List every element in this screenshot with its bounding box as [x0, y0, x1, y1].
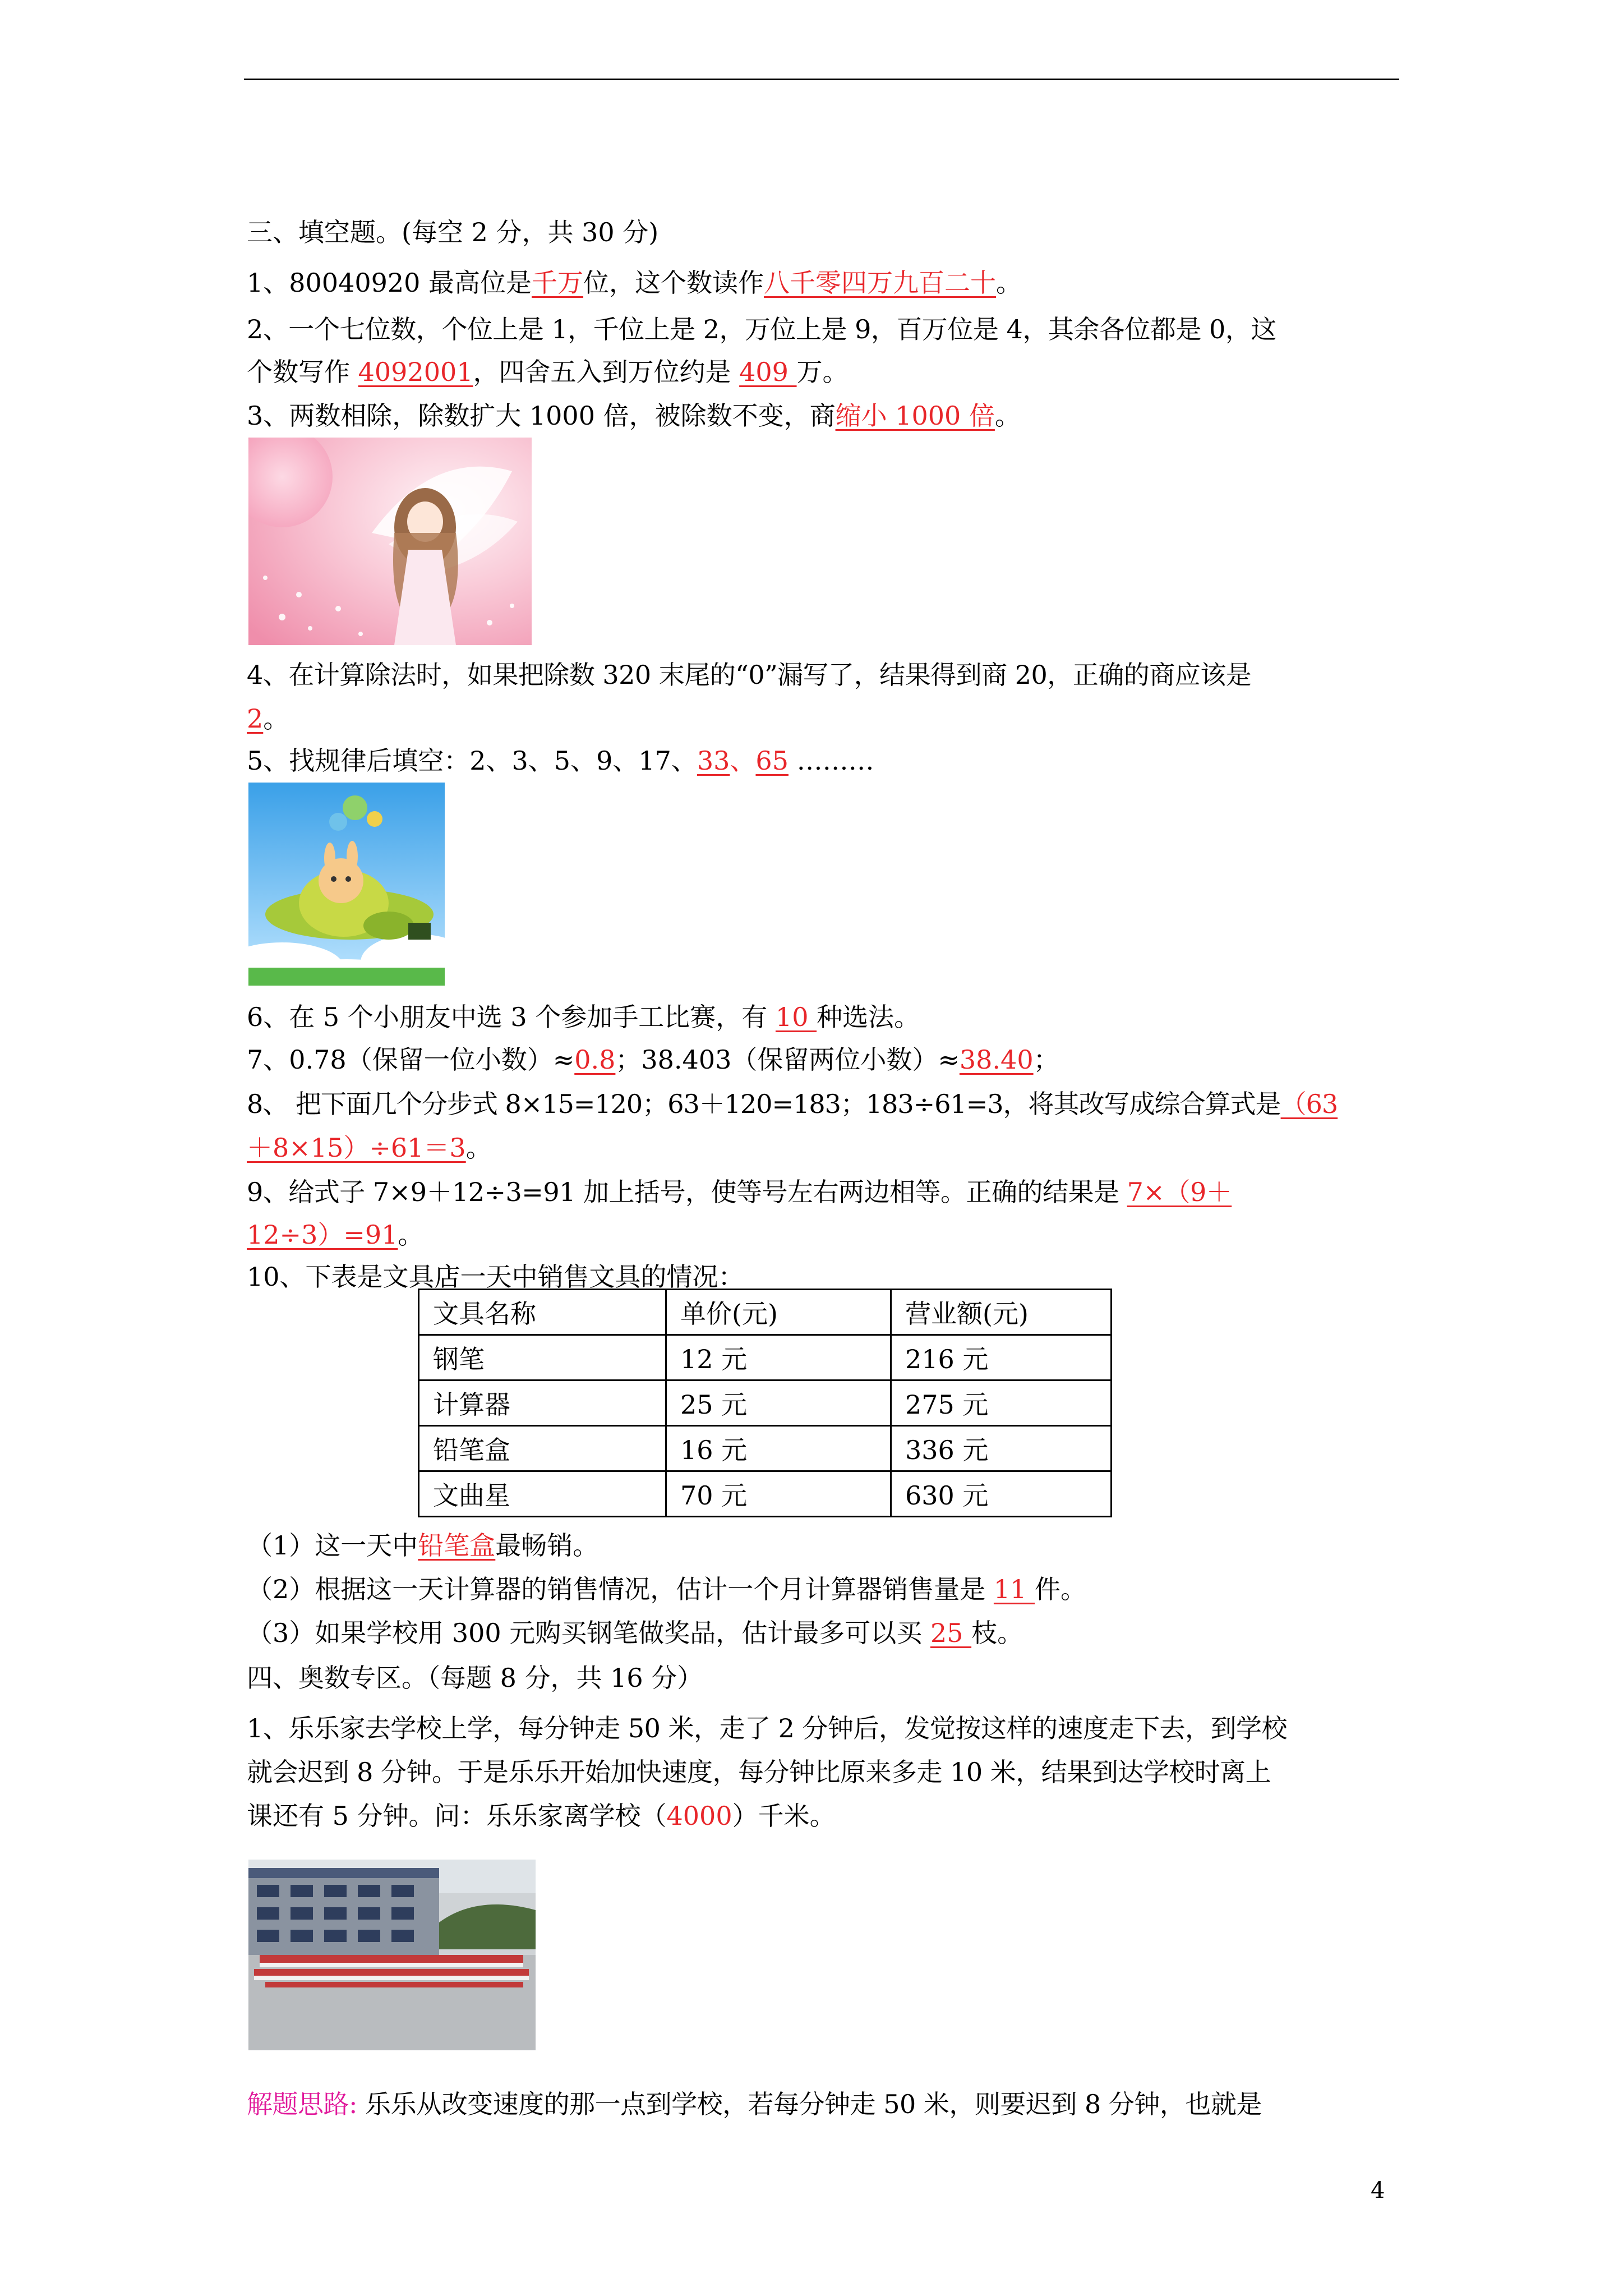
page-number: 4 — [1371, 2178, 1385, 2203]
answer-blank: 409 — [739, 357, 797, 387]
table-header-cell: 单价(元) — [666, 1290, 891, 1335]
table-cell: 16 元 — [666, 1426, 891, 1471]
table-cell: 336 元 — [891, 1426, 1112, 1471]
cartoon-airplane-illustration — [248, 783, 445, 986]
olympiad-question-1-line-2: 就会迟到 8 分钟。于是乐乐开始加快速度，每分钟比原来多走 10 米，结果到达学校时离上 — [247, 1757, 1271, 1787]
question-10-sub-3: （3）如果学校用 300 元购买钢笔做奖品，估计最多可以买 25 枝。 — [247, 1618, 1023, 1648]
question-6: 6、在 5 个小朋友中选 3 个参加手工比赛，有 10 种选法。 — [247, 1002, 920, 1032]
answer-blank: （63 — [1280, 1089, 1338, 1119]
olympiad-question-1-line-1: 1、乐乐家去学校上学，每分钟走 50 米，走了 2 分钟后，发觉按这样的速度走下去，到学校 — [247, 1713, 1288, 1743]
header-rule — [244, 79, 1399, 80]
question-10-sub-2: （2）根据这一天计算器的销售情况，估计一个月计算器销售量是 11 件。 — [247, 1574, 1087, 1604]
answer-blank: 4092001 — [358, 357, 473, 387]
answer-blank: 八千零四万九百二十 — [764, 268, 997, 298]
question-9-line-1: 9、给式子 7×9＋12÷3=91 加上括号，使等号左右两边相等。正确的结果是 7×（9＋ — [247, 1177, 1232, 1207]
table-cell: 铅笔盒 — [419, 1426, 666, 1471]
answer-blank: 38.40 — [959, 1045, 1034, 1075]
table-cell: 12 元 — [666, 1335, 891, 1381]
answer-blank: 12÷3）=91 — [247, 1220, 398, 1250]
table-cell: 钢笔 — [419, 1335, 666, 1381]
question-9-line-2: 12÷3）=91。 — [247, 1220, 424, 1250]
question-7: 7、0.78（保留一位小数）≈0.8；38.403（保留两位小数）≈38.40； — [247, 1045, 1059, 1075]
section-4-heading: 四、奥数专区。（每题 8 分，共 16 分） — [247, 1663, 703, 1693]
table-cell: 文曲星 — [419, 1471, 666, 1517]
answer-blank: 2 — [247, 703, 264, 734]
table-header-row — [419, 1290, 1112, 1335]
table-cell: 70 元 — [666, 1471, 891, 1517]
table-cell: 计算器 — [419, 1381, 666, 1426]
question-10-sub-1: （1）这一天中铅笔盒最畅销。 — [247, 1530, 599, 1561]
question-8-line-2: ＋8×15）÷61＝3。 — [247, 1133, 492, 1163]
question-4-line-2: 2。 — [247, 703, 289, 734]
olympiad-question-1-line-3: 课还有 5 分钟。问：乐乐家离学校（4000）千米。 — [247, 1801, 836, 1831]
question-10-intro: 10、下表是文具店一天中销售文具的情况： — [247, 1262, 744, 1292]
answer-blank: 33 — [697, 746, 730, 776]
section-3-heading: 三、填空题。(每空 2 分，共 30 分) — [247, 217, 659, 247]
answer-blank: 0.8 — [574, 1045, 616, 1075]
angel-girl-illustration — [248, 438, 532, 645]
hint-label: 解题思路: — [247, 2089, 357, 2119]
question-5: 5、找规律后填空：2、3、5、9、17、33、65 ……… — [247, 746, 874, 776]
answer-blank: 10 — [775, 1002, 817, 1032]
table-row — [419, 1471, 1112, 1517]
table-row — [419, 1335, 1112, 1381]
table-row — [419, 1426, 1112, 1471]
table-cell: 630 元 — [891, 1471, 1112, 1517]
solution-hint: 解题思路: 乐乐从改变速度的那一点到学校，若每分钟走 50 米，则要迟到 8 分钟，也就是 — [247, 2089, 1262, 2119]
answer-blank: 25 — [930, 1618, 972, 1648]
answer-blank: 11 — [993, 1574, 1035, 1604]
table-row — [419, 1381, 1112, 1426]
answer-value: 4000 — [666, 1801, 732, 1831]
answer-blank: 千万 — [532, 268, 584, 298]
answer-blank: 7×（9＋ — [1127, 1177, 1232, 1207]
table-header-cell: 文具名称 — [419, 1290, 666, 1335]
answer-blank: 65 — [755, 746, 789, 776]
question-2-line-1: 2、一个七位数，个位上是 1，千位上是 2，万位上是 9，百万位是 4，其余各位都是 0，这 — [247, 314, 1276, 344]
table-cell: 275 元 — [891, 1381, 1112, 1426]
answer-blank: 铅笔盒 — [418, 1530, 496, 1561]
question-2-line-2: 个数写作 4092001，四舍五入到万位约是 409 万。 — [247, 357, 849, 387]
sales-table — [418, 1289, 1112, 1517]
answer-blank: ＋8×15）÷61＝3 — [247, 1133, 466, 1163]
question-3: 3、两数相除，除数扩大 1000 倍，被除数不变，商缩小 1000 倍。 — [247, 401, 1021, 431]
table-cell: 25 元 — [666, 1381, 891, 1426]
question-1: 1、80040920 最高位是千万位，这个数读作八千零四万九百二十。 — [247, 268, 1022, 298]
table-header-cell: 营业额(元) — [891, 1290, 1112, 1335]
question-8-line-1: 8、 把下面几个分步式 8×15=120；63＋120=183；183÷61=3，将其改写成综合算式是（63 — [247, 1089, 1338, 1119]
question-4-line-1: 4、在计算除法时，如果把除数 320 末尾的“0”漏写了，结果得到商 20，正确的商应该是 — [247, 660, 1252, 690]
answer-blank: 缩小 1000 倍 — [835, 401, 995, 431]
school-photo — [248, 1860, 536, 2050]
table-cell: 216 元 — [891, 1335, 1112, 1381]
